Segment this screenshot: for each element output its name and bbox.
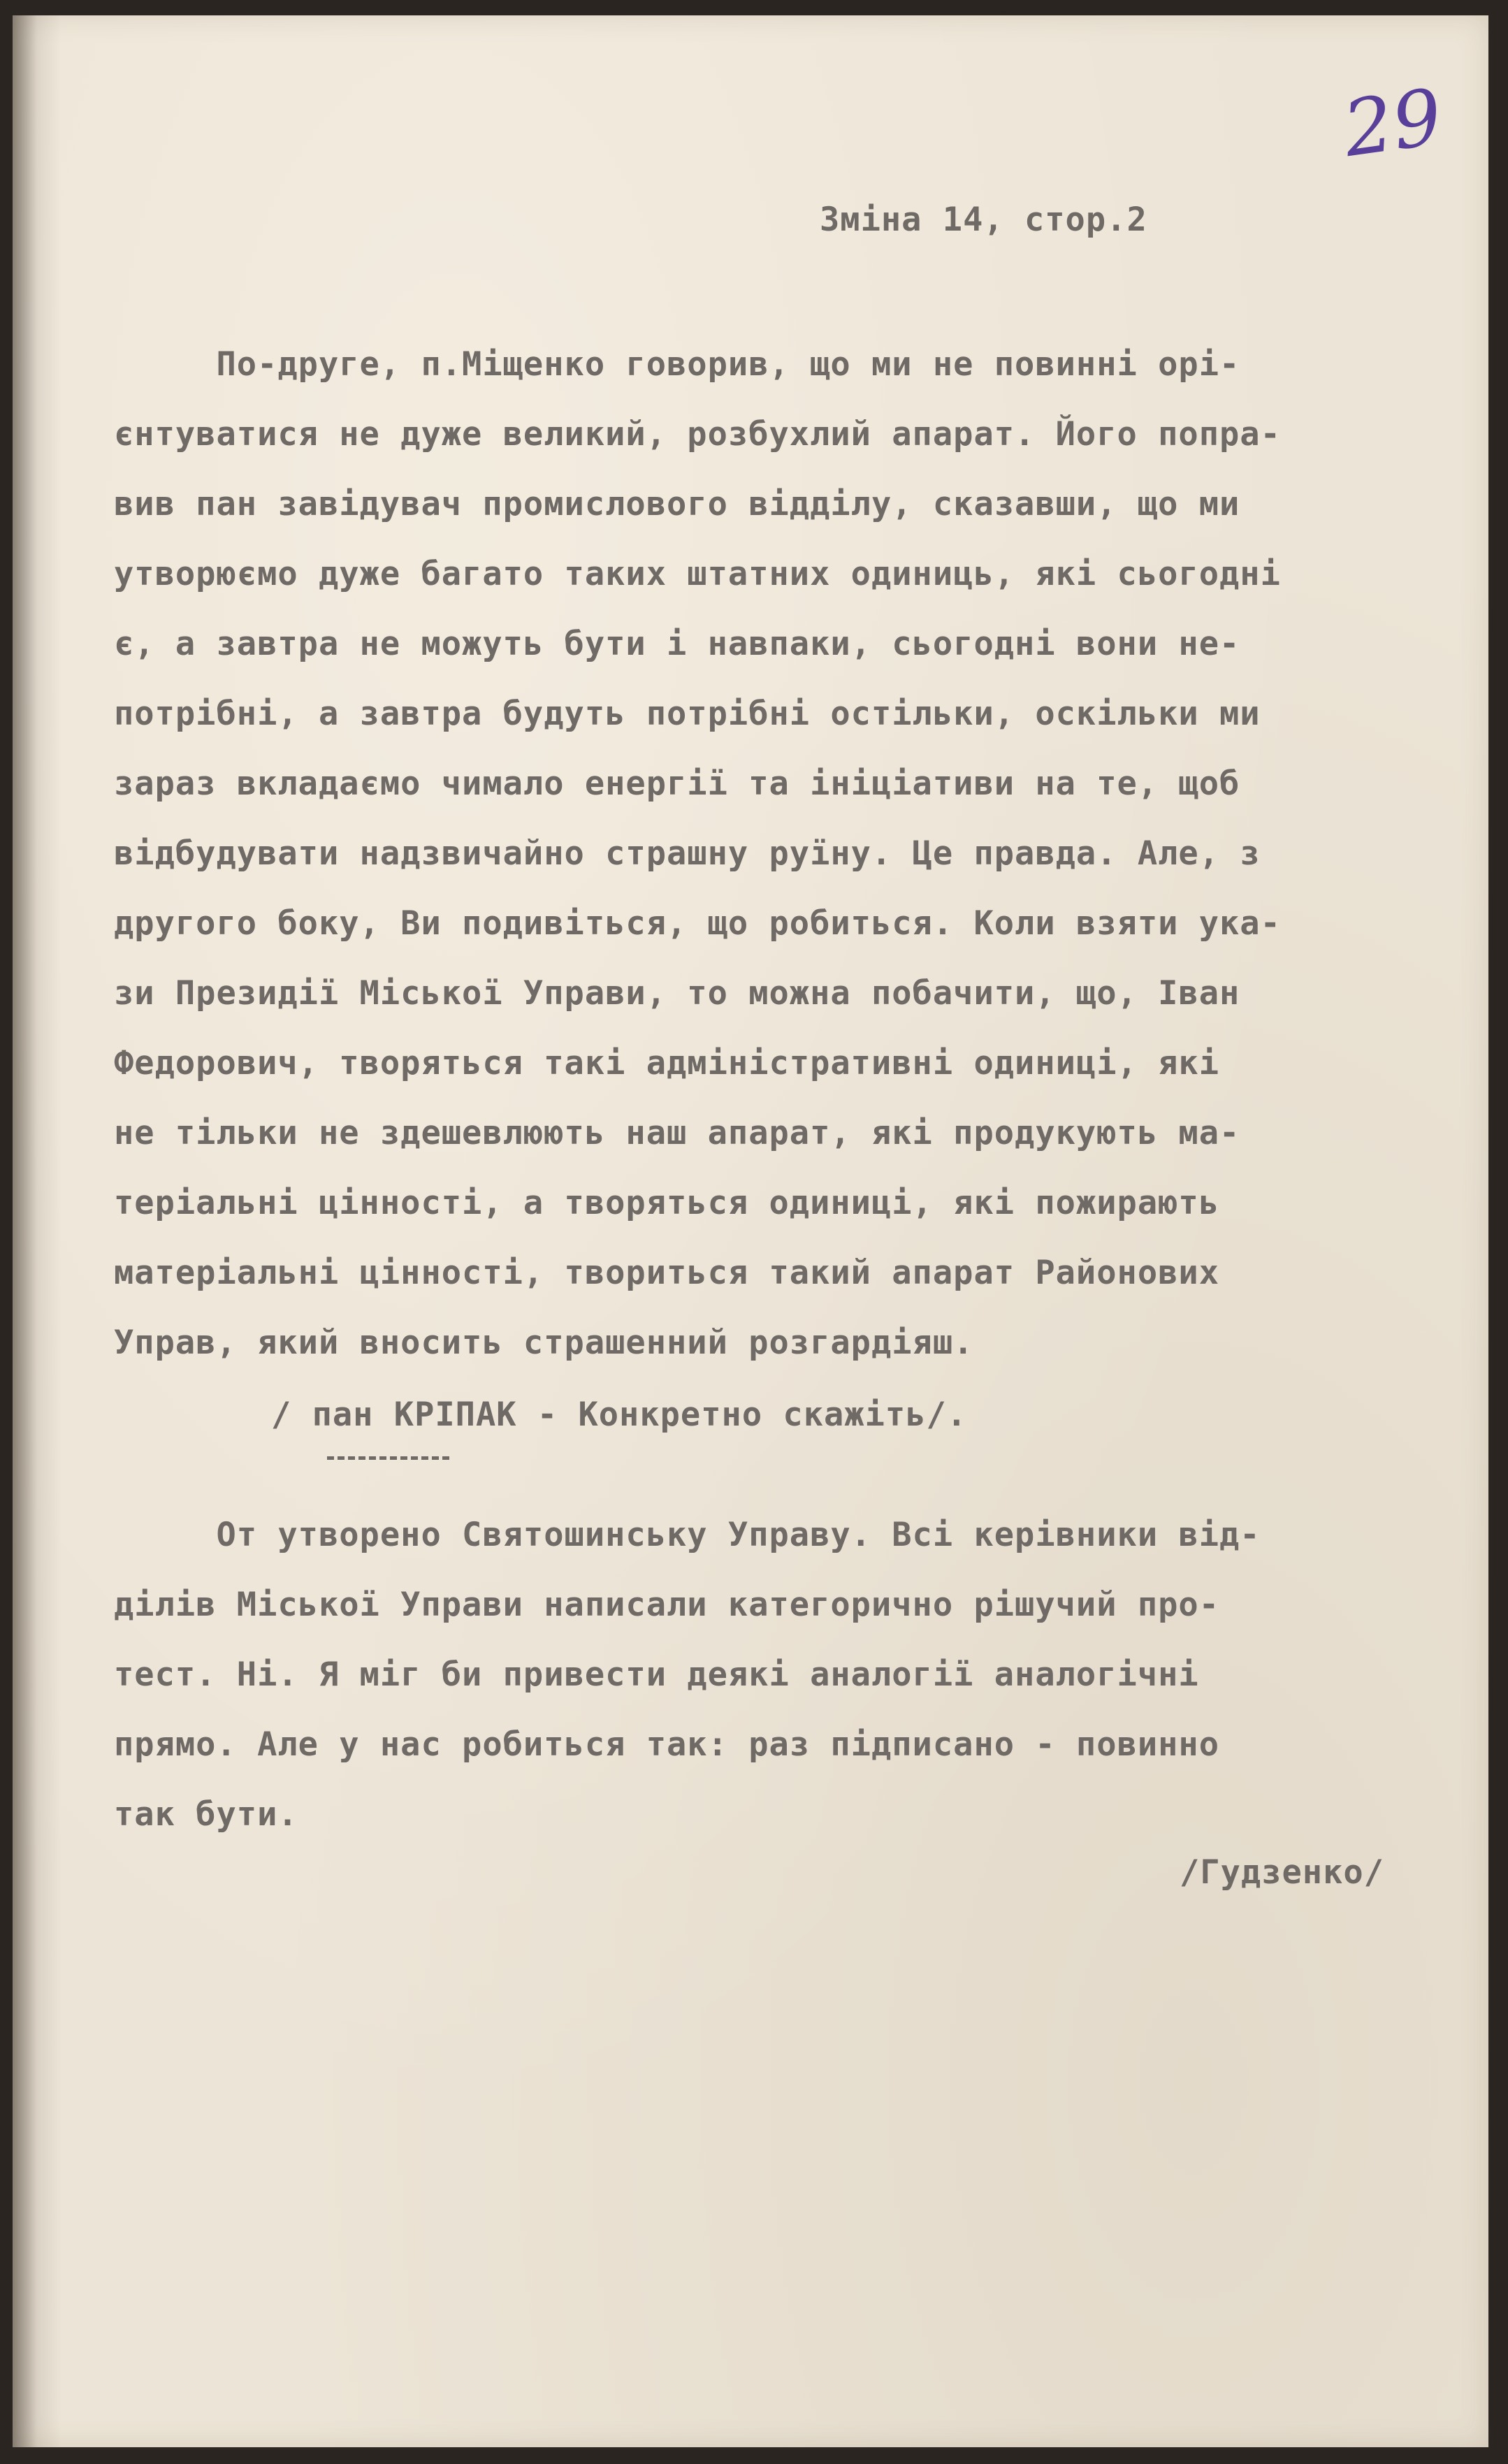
page-header: Зміна 14, стор.2	[820, 201, 1147, 239]
text-line: зи Президії Міської Управи, то можна побачити, що, Іван	[114, 974, 1240, 1013]
text-line: утворюємо дуже багато таких штатних одиниць, які сьогодні	[114, 555, 1281, 593]
text-line: не тільки не здешевлюють наш апарат, які продукують ма-	[114, 1114, 1240, 1152]
handwritten-page-number: 29	[1337, 71, 1448, 175]
text-line: так бути.	[114, 1795, 298, 1834]
text-line: прямо. Але у нас робиться так: раз підписано - повинно	[114, 1725, 1220, 1764]
text-line: От утворено Святошинську Управу. Всі керівники від-	[114, 1516, 1261, 1554]
binding-shadow	[13, 15, 61, 2447]
text-line: По-друге, п.Міщенко говорив, що ми не повинні орі-	[114, 345, 1240, 384]
text-line: тест. Ні. Я міг би привести деякі аналогії аналогічні	[114, 1655, 1199, 1694]
paragraph-1	[114, 330, 1281, 1378]
text-line: вив пан завідувач промислового відділу, сказавши, що ми	[114, 485, 1240, 523]
text-line: теріальні цінності, а творяться одиниці, які пожирають	[114, 1184, 1220, 1222]
paragraph-2	[114, 1500, 1261, 1850]
text-line: відбудувати надзвичайно страшну руїну. Це правда. Але, з	[114, 834, 1261, 873]
interjection-remark: / пан КРІПАК - Конкретно скажіть/.	[271, 1396, 968, 1434]
speaker-signature: /Гудзенко/	[1180, 1853, 1384, 1892]
text-line: є, а завтра не можуть бути і навпаки, сьогодні вони не-	[114, 625, 1240, 663]
document-page	[13, 15, 1488, 2447]
text-line: ділів Міської Управи написали категорично рішучий про-	[114, 1586, 1220, 1624]
text-line: зараз вкладаємо чимало енергії та ініціативи на те, щоб	[114, 764, 1240, 803]
text-line: Управ, який вносить страшенний розгардіяш.	[114, 1324, 974, 1362]
text-line: єнтуватися не дуже великий, розбухлий апарат. Його попра-	[114, 415, 1281, 454]
text-line: Федорович, творяться такі адміністративні одиниці, які	[114, 1044, 1220, 1082]
text-line: потрібні, а завтра будуть потрібні остільки, оскільки ми	[114, 695, 1261, 733]
text-line: матеріальні цінності, твориться такий апарат Районових	[114, 1254, 1220, 1292]
text-line: другого боку, Ви подивіться, що робиться. Коли взяти ука-	[114, 904, 1281, 943]
speaker-underline	[327, 1456, 449, 1460]
